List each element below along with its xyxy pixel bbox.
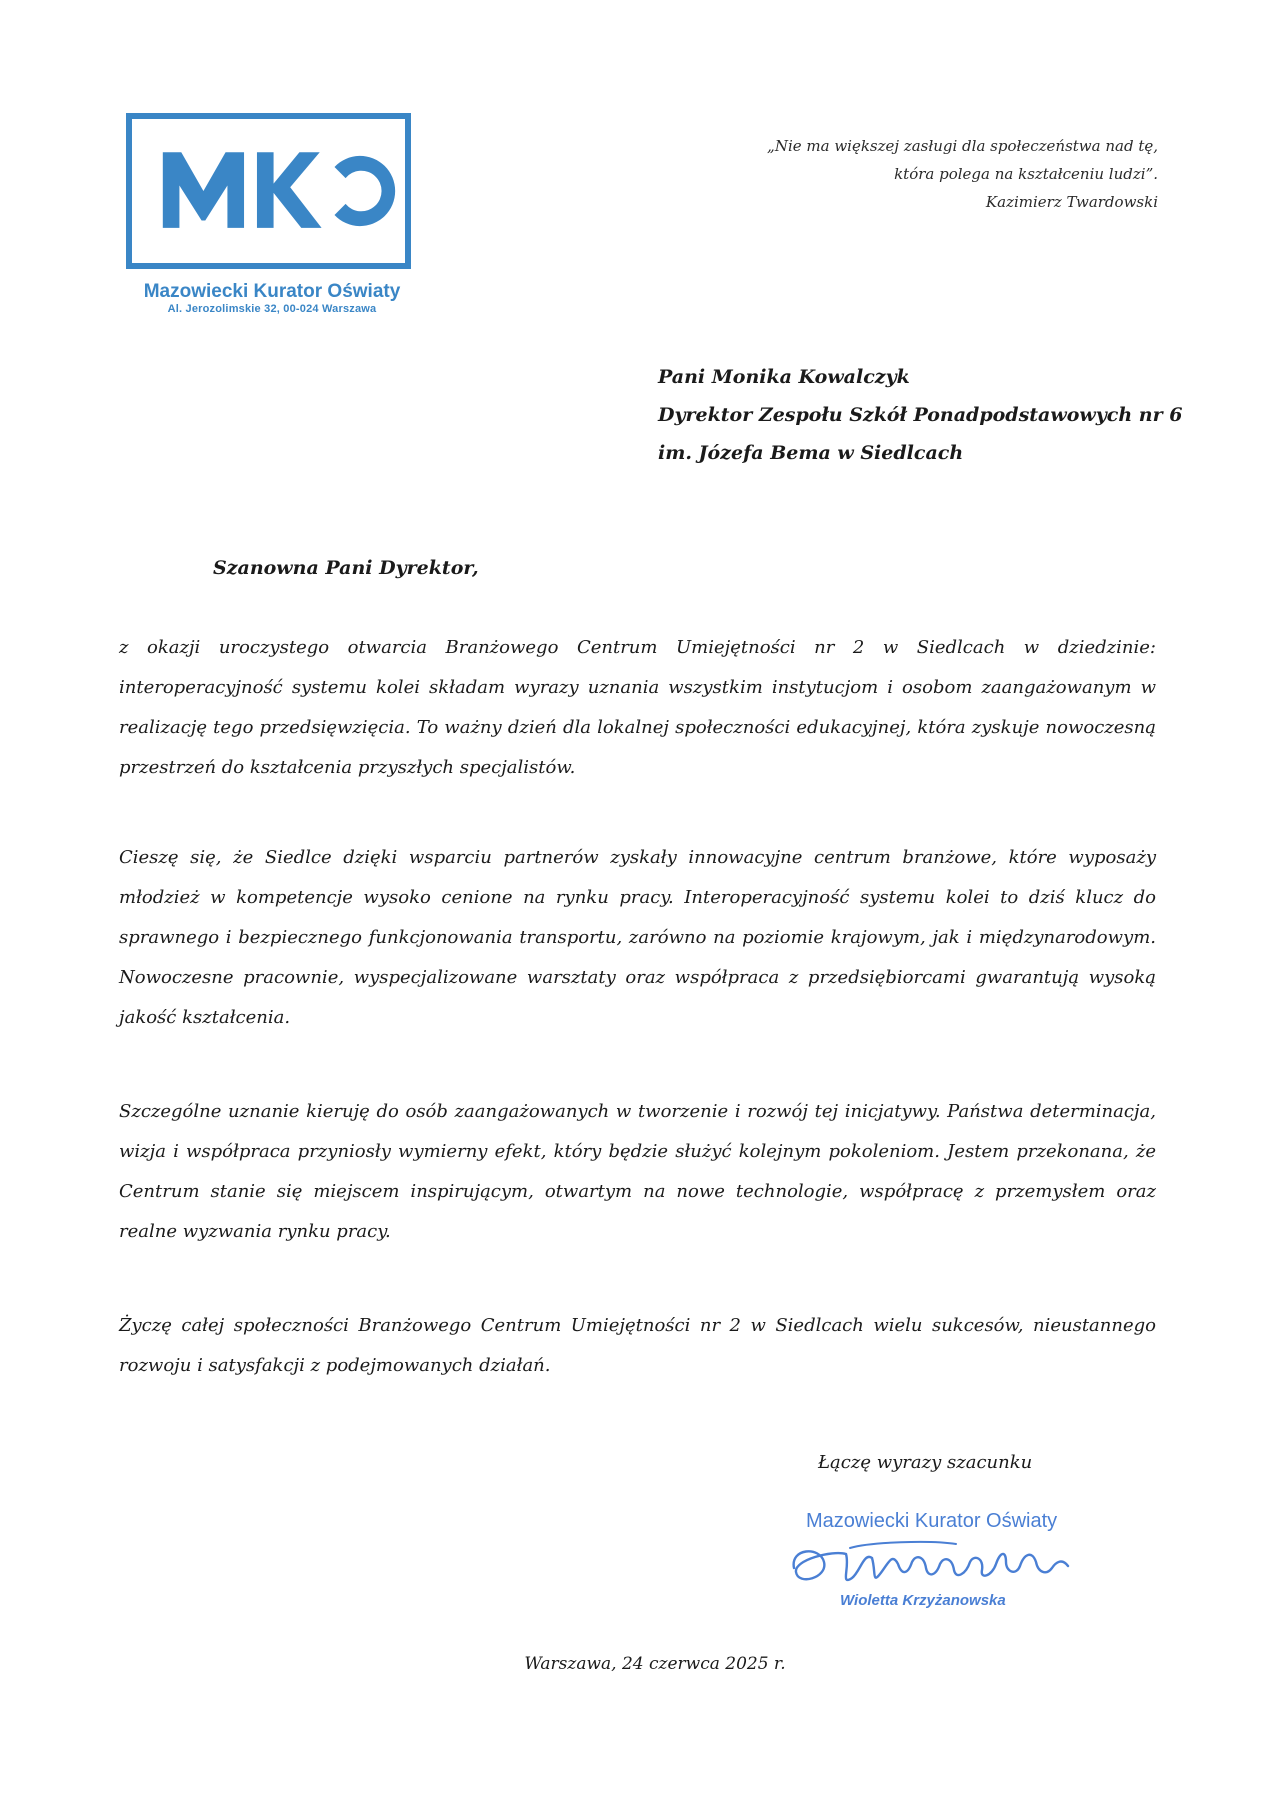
body-paragraph-1: z okazji uroczystego otwarcia Branżowego Centrum Umiejętności nr 2 w Siedlcach w dziedzinie: interoperacyjność systemu kolei składam wyrazy uznania wszystkim instytucjom i osobom zaangażowanym w realizację tego przedsięwzięcia. To ważny dzień dla lokalnej społeczności edukacyjnej, która zyskuje nowoczesną przestrzeń do kształcenia przyszłych specjalistów. [119, 637, 1156, 778]
salutation: Szanowna Pani Dyrektor, [213, 557, 479, 579]
handwritten-signature-icon [780, 1528, 1090, 1598]
motto-line-1: „Nie ma większej zasługi dla społeczeństwa nad tę, [767, 137, 1158, 155]
date-line: Warszawa, 24 czerwca 2025 r. [524, 1654, 786, 1674]
motto-author: Kazimierz Twardowski [985, 193, 1158, 211]
logo [126, 113, 411, 269]
stamp-name: Wioletta Krzyżanowska [840, 1592, 1006, 1609]
motto-line-2: która polega na kształceniu ludzi”. [894, 165, 1158, 183]
recipient-block [658, 358, 1183, 472]
body-paragraph-3: Szczególne uznanie kieruję do osób zaangażowanych w tworzenie i rozwój tej inicjatywy. Państwa determinacja, wizja i współpraca przyniosły wymierny efekt, który będzie służyć kolejnym pokoleniom. Jestem przekonana, że Centrum stanie się miejscem inspirującym, otwartym na nowe technologie, współpracę z przemysłem oraz realne wyzwania rynku pracy. [119, 1101, 1156, 1242]
recipient-name: Pani Monika Kowalczyk [658, 366, 910, 388]
recipient-title: Dyrektor Zespołu Szkół Ponadpodstawowych nr 6 [658, 404, 1183, 426]
body-paragraph-2: Cieszę się, że Siedlce dzięki wsparciu partnerów zyskały innowacyjne centrum branżowe, które wyposaży młodzież w kompetencje wysoko cenione na rynku pracy. Interoperacyjność systemu kolei to dziś klucz do sprawnego i bezpiecznego funkcjonowania transportu, zarówno na poziomie krajowym, jak i międzynarodowym. Nowoczesne pracownie, wyspecjalizowane warsztaty oraz współpraca z przedsiębiorcami gwarantują wysoką jakość kształcenia. [119, 847, 1156, 1028]
recipient-school: im. Józefa Bema w Siedlcach [658, 442, 964, 464]
org-name: Mazowiecki Kurator Oświaty [143, 281, 401, 302]
closing: Łączę wyrazy szacunku [818, 1452, 1033, 1473]
body-paragraph-4: Życzę całej społeczności Branżowego Centrum Umiejętności nr 2 w Siedlcach wielu sukcesów, nieustannego rozwoju i satysfakcji z podejmowanych działań. [119, 1315, 1156, 1376]
motto [598, 132, 1158, 216]
org-address: Al. Jerozolimskie 32, 00-024 Warszawa [167, 303, 377, 315]
stamp-title: Mazowiecki Kurator Oświaty [806, 1510, 1058, 1532]
mko-logo-icon [132, 119, 405, 263]
signature-stamp [780, 1510, 1090, 1620]
